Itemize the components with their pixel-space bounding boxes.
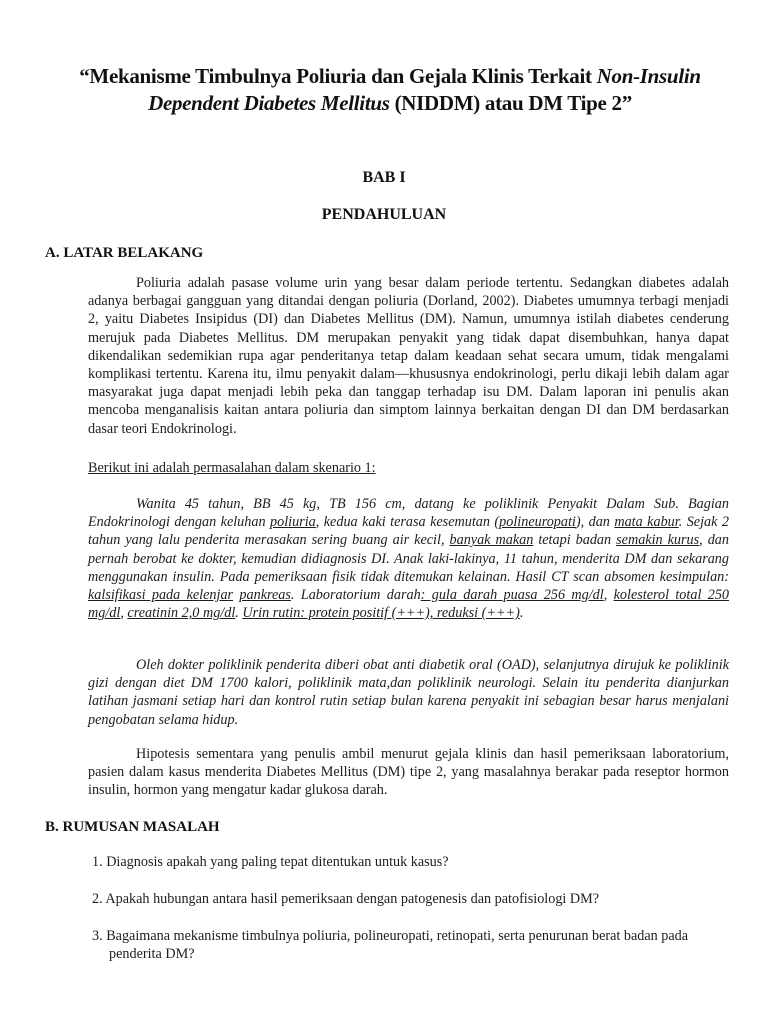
underlined-lab-value: kolesterol total 250 mg/dl [88, 587, 730, 622]
underlined-symptom: semakin kurus [616, 532, 700, 549]
scenario-text: , kedua kaki terasa kesemutan ( [315, 514, 500, 531]
list-item-continuation: penderita DM? [109, 946, 195, 962]
paragraph-text: Oleh dokter poliklinik penderita diberi obat anti diabetik oral (OAD), selanjutnya dirujuk ke poliklinik gizi dengan diet DM 1700 kalori, poliklinik mata,dan poliklinik neurologi. Selain itu penderita dianjurkan latihan jasmani setiap hari dan kontrol rutin setiap bulan karena penyakit ini sebagian besar harus menjalani pengobatan selama hidup. [88, 657, 729, 728]
scenario-text: , [603, 587, 614, 604]
underlined-symptom: polineuropati [499, 514, 576, 531]
chapter-number: BAB I [362, 169, 406, 186]
paragraph-text: Hipotesis sementara yang penulis ambil menurut gejala klinis dan hasil pemeriksaan laboratorium, pasien dalam kasus menderita Diabetes Mellitus (DM) tipe 2, yang masalahnya berakar pada reseptor hormon insulin, hormon yang mengatur kadar glukosa darah. [88, 746, 729, 799]
title-italic-text: Non-Insulin Dependent Diabetes Mellitus [148, 64, 701, 115]
scenario-text: , dan pernah berobat ke dokter, kemudian didiagnosis DI. Anak laki-lakinya, 11 tahun, menderita DM dan sekarang menggunakan insulin. Pada pemeriksaan fisik tidak ditemukan kelainan. Hasil CT scan absomen kesimpulan: [88, 532, 729, 585]
underlined-lab-value: Urin rutin: protein positif (+++), reduksi (+++) [242, 605, 520, 622]
section-b-heading: B. RUMUSAN MASALAH [45, 819, 220, 835]
list-item [92, 927, 732, 963]
scenario-text: . [519, 605, 524, 622]
hypothesis-paragraph [88, 745, 729, 800]
title-text-end: (NIDDM) atau DM Tipe 2” [389, 91, 632, 115]
scenario-text: ), dan [575, 514, 615, 531]
list-item-text: 2. Apakah hubungan antara hasil pemeriksaan dengan patogenesis dan patofisiologi DM? [92, 891, 600, 907]
scenario-text: Wanita 45 tahun, BB 45 kg, TB 156 cm, datang ke poliklinik Penyakit Dalam Sub. Bagian Endokrinologi dengan keluhan [88, 496, 729, 531]
underlined-symptom: poliuria [270, 514, 316, 531]
underlined-finding: kalsifikasi pada kelenjar [88, 587, 234, 604]
document-title [60, 63, 720, 117]
scenario-text: . [235, 605, 243, 622]
chapter-title: PENDAHULUAN [321, 206, 447, 223]
underlined-lab-value: : gula darah puasa 256 mg/dl [420, 587, 604, 604]
underlined-lab-value: creatinin 2,0 mg/dl [127, 605, 236, 622]
scenario-text: tetapi badan [533, 532, 617, 549]
scenario-text: . Sejak 2 tahun yang lalu penderita merasakan sering buang air kecil, [88, 514, 729, 549]
list-item-text: 1. Diagnosis apakah yang paling tepat ditentukan untuk kasus? [92, 854, 449, 870]
title-text: “Mekanisme Timbulnya Poliuria dan Gejala Klinis Terkait [79, 64, 597, 88]
list-item [92, 890, 732, 908]
underlined-symptom: mata kabur [614, 514, 679, 531]
scenario-text: , [120, 605, 128, 622]
paragraph-text: Poliuria adalah pasase volume urin yang besar dalam periode tertentu. Sedangkan diabetes adalah adanya berbagai gangguan yang ditandai dengan poliuria (Dorland, 2002). Diabetes umumnya terbagi menjadi 2, yaitu Diabetes Insipidus (DI) dan Diabetes Mellitus (DM). Namun, umumnya istilah diabetes cenderung merujuk pada Diabetes Mellitus. DM merupakan penyakit yang tidak dapat disembuhkan, hanya dapat dikendalikan sedemikian rupa agar penderitanya tetap dalam keadaan sehat secara umum, tidak mengalami komplikasi tertentu. Karena itu, ilmu penyakit dalam—khususnya endokrinologi, perlu dikaji lebih dalam agar masyarakat juga dapat menjadi lebih peka dan tanggap terhadap isu DM. Dalam laporan ini penulis akan mencoba menganalisis kaitan antara poliuria dan simptom lainnya berkaitan dengan DI dan DM berdasarkan dasar teori Endokrinologi. [88, 275, 729, 437]
treatment-paragraph [88, 656, 729, 729]
section-a-heading: A. LATAR BELAKANG [45, 245, 204, 261]
list-item [92, 853, 732, 871]
list-item-text: 3. Bagaimana mekanisme timbulnya poliuria, polineuropati, retinopati, serta penurunan berat badan pada [92, 928, 689, 944]
paragraph-background [88, 274, 729, 438]
scenario-heading: Berikut ini adalah permasalahan dalam skenario 1: [88, 460, 376, 476]
underlined-symptom: banyak makan [449, 532, 534, 549]
scenario-text: . Laboratorium darah [290, 587, 421, 604]
underlined-finding: pankreas [239, 587, 291, 604]
scenario-paragraph [88, 495, 729, 622]
